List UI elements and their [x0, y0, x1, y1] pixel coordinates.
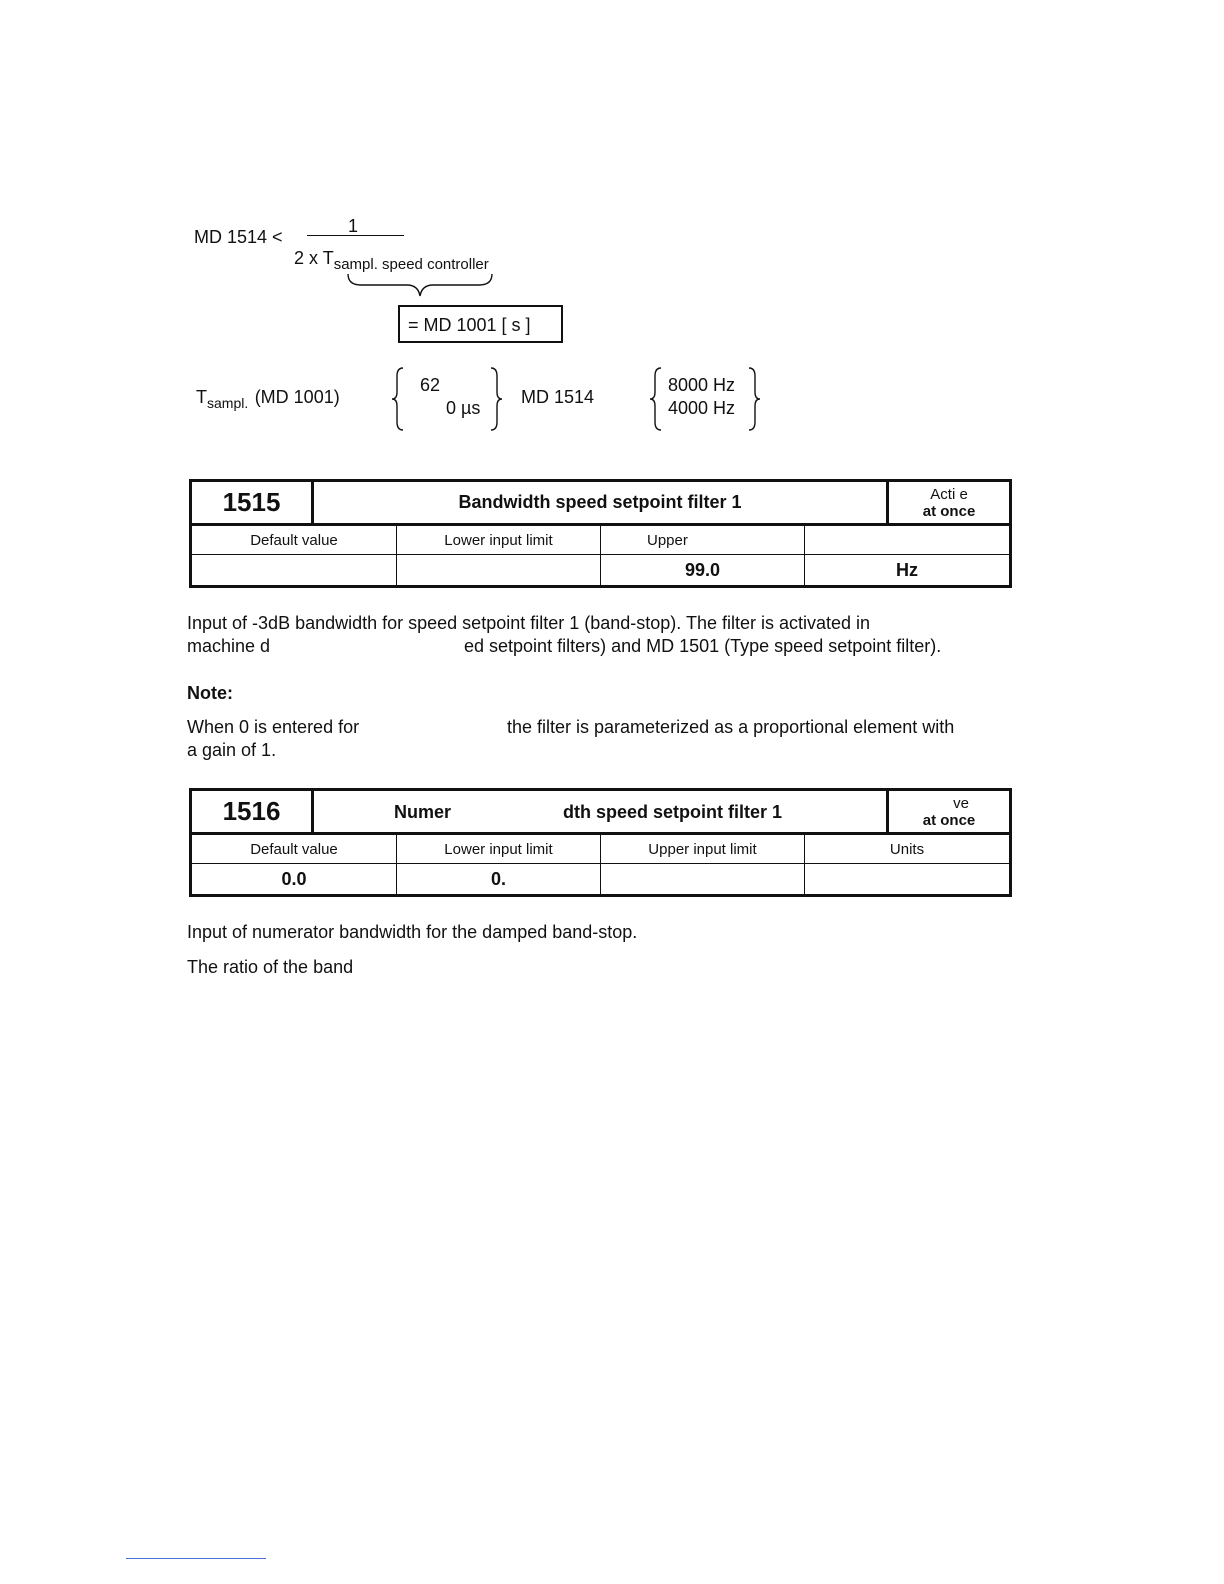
sampling-value-2: 0 µs: [446, 398, 481, 418]
t-md: (MD 1001): [254, 387, 340, 407]
note-line2: a gain of 1.: [187, 740, 277, 760]
t-sub: sampl.: [207, 395, 249, 411]
sampling-value-1: 62: [420, 375, 441, 395]
value-units: [805, 864, 1011, 896]
active-line-2: at once: [922, 811, 976, 829]
left-brace-freq-icon: [648, 366, 664, 432]
param-number: 1516: [191, 790, 313, 834]
param-active: [888, 481, 1011, 525]
header-default: Default value: [191, 834, 397, 864]
value-lower: 0.: [397, 864, 601, 896]
formula-lhs: MD 1514 <: [194, 227, 283, 247]
param-title: Bandwidth speed setpoint filter 1: [313, 481, 888, 525]
param-title: [313, 790, 888, 834]
t-main: T: [196, 387, 207, 407]
active-line-2: at once: [922, 502, 976, 520]
param-title-b: dth speed setpoint filter 1: [563, 802, 783, 822]
freq-1: 8000 Hz: [668, 375, 736, 395]
left-brace-icon: [390, 366, 406, 432]
header-upper: Upper: [601, 525, 805, 555]
note-line1a: When 0 is entered for: [187, 717, 360, 737]
param-active: [888, 790, 1011, 834]
value-upper: [601, 864, 805, 896]
footer-rule: [126, 1558, 266, 1559]
active-line-1: ve: [953, 794, 969, 812]
value-default: 0.0: [191, 864, 397, 896]
md1514-label: MD 1514: [521, 387, 595, 407]
right-brace-freq-icon: [746, 366, 762, 432]
value-lower: [397, 555, 601, 587]
header-units: [805, 525, 1011, 555]
denominator-subscript: sampl. speed controller: [333, 256, 489, 273]
desc-1515-line1: Input of -3dB bandwidth for speed setpoint filter 1 (band-stop). The filter is activated in: [187, 613, 871, 633]
value-default: [191, 555, 397, 587]
right-brace-icon: [488, 366, 504, 432]
header-units: Units: [805, 834, 1011, 864]
param-table-1515: [189, 479, 1012, 588]
header-default: Default value: [191, 525, 397, 555]
fraction-line: [307, 235, 404, 236]
note-label: Note:: [187, 683, 233, 703]
header-lower: Lower input limit: [397, 834, 601, 864]
header-lower: Lower input limit: [397, 525, 601, 555]
t-sampl-label: [196, 387, 340, 411]
desc-1515-line2a: machine d: [187, 636, 271, 656]
denominator-main: 2 x T: [294, 248, 334, 268]
value-upper: 99.0: [601, 555, 805, 587]
param-number: 1515: [191, 481, 313, 525]
active-line-1: Acti e: [930, 485, 968, 503]
value-units: Hz: [805, 555, 1011, 587]
underbrace-icon: [345, 272, 495, 300]
param-table-1516: [189, 788, 1012, 897]
formula-denominator: [294, 248, 489, 273]
desc-1515-line2b: ed setpoint filters) and MD 1501 (Type speed setpoint filter).: [464, 636, 942, 656]
md1001-box: = MD 1001 [ s ]: [398, 305, 563, 343]
desc-1516-line1: Input of numerator bandwidth for the damped band-stop.: [187, 922, 638, 942]
desc-1516-line2: The ratio of the band: [187, 957, 354, 977]
note-line1b: the filter is parameterized as a proportional element with: [507, 717, 955, 737]
param-title-a: Numer: [394, 802, 452, 822]
header-upper: Upper input limit: [601, 834, 805, 864]
formula-numerator: 1: [348, 216, 359, 236]
freq-2: 4000 Hz: [668, 398, 736, 418]
